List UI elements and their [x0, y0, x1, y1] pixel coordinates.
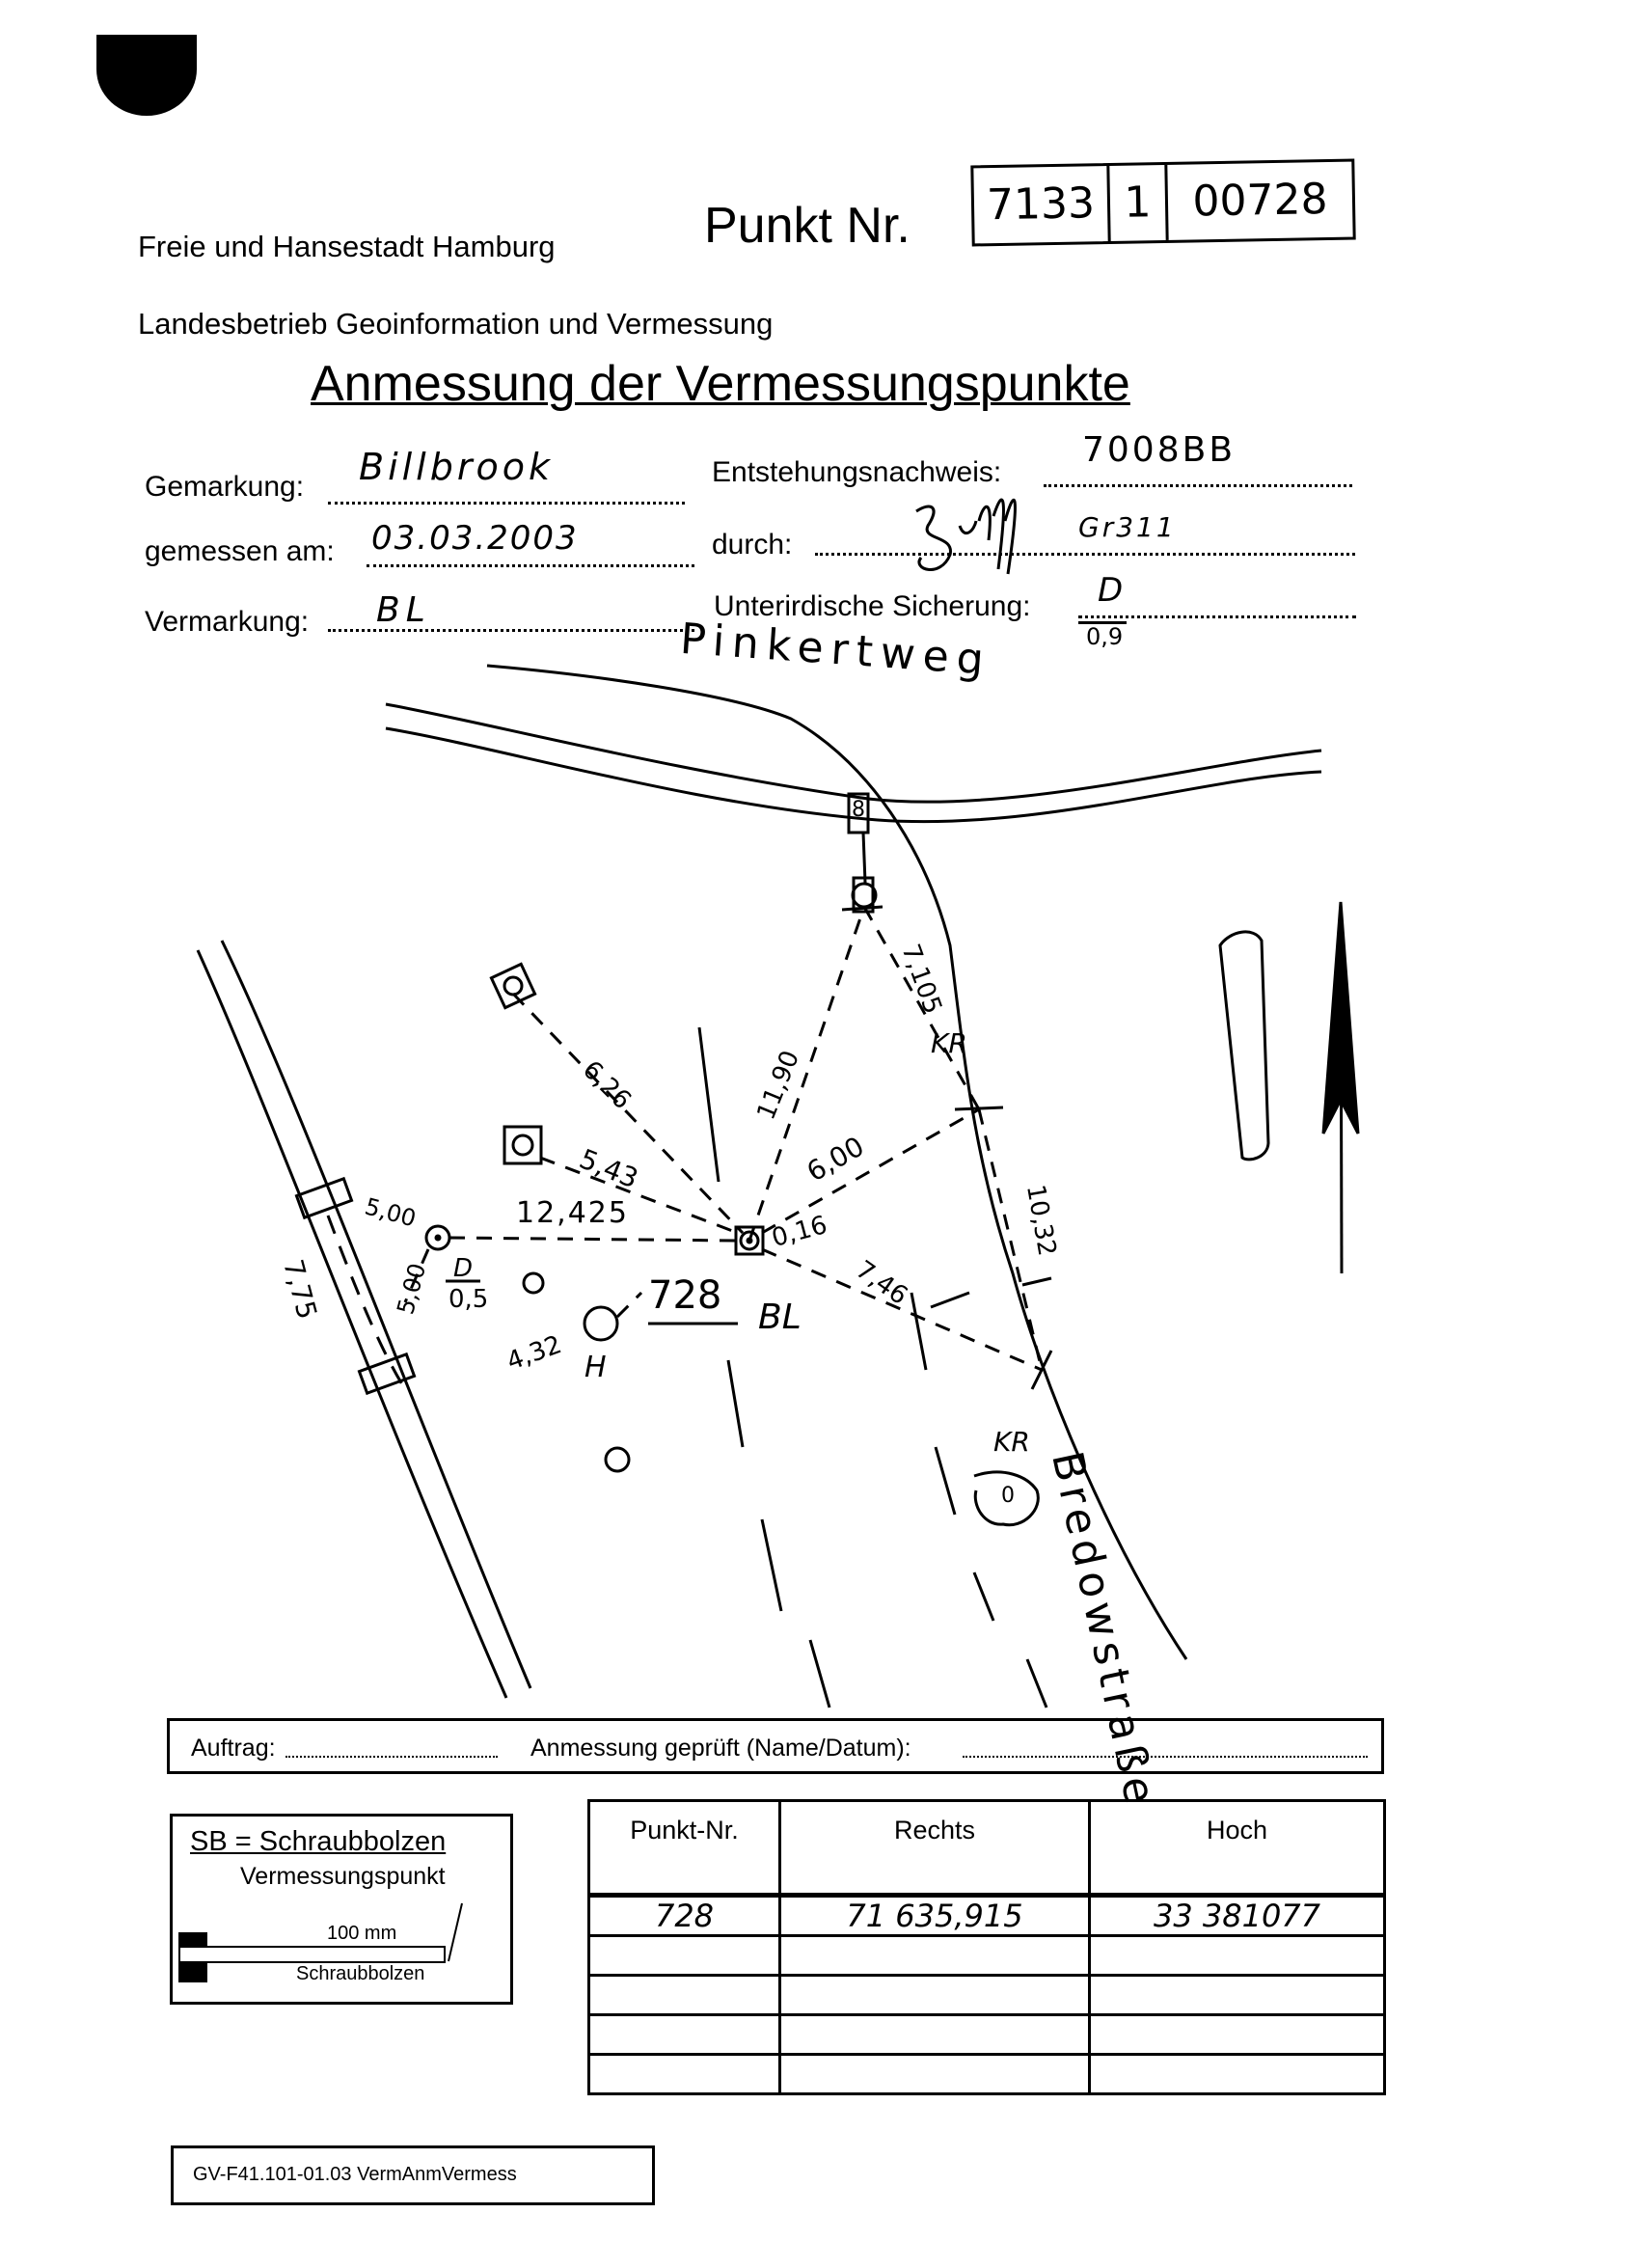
sicherung-label: Unterirdische Sicherung: [714, 590, 1031, 622]
punkt-nr-part-2: 1 [1109, 165, 1168, 241]
header-hoch: Hoch [1090, 1801, 1385, 1896]
cell-rechts [780, 1976, 1090, 2015]
cell-rechts [780, 2015, 1090, 2055]
measure-1032: 10,32 [1019, 1182, 1062, 1259]
kr-value: 0 [1001, 1484, 1015, 1508]
vermarkung-label: Vermarkung: [145, 606, 310, 638]
measure-12425: 12,425 [516, 1196, 629, 1230]
cell-punkt-nr: 728 [589, 1896, 780, 1936]
punch-hole [96, 35, 197, 116]
cell-rechts: 71 635,915 [780, 1896, 1090, 1936]
punkt-nr-box [970, 159, 1355, 247]
punkt-nr-part-3: 00728 [1192, 175, 1328, 227]
measure-746: 7,46 [850, 1255, 913, 1311]
rail-line-2 [222, 941, 530, 1688]
point-number-728: 728 [648, 1273, 722, 1318]
legend-title: SB = Schraubbolzen [190, 1826, 447, 1857]
measure-432: 4,32 [503, 1330, 566, 1377]
measure-626: 6,26 [576, 1054, 638, 1116]
gepruft-label: Anmessung geprüft (Name/Datum): [530, 1735, 911, 1762]
measure-543: 5,43 [575, 1142, 643, 1195]
measure-600: 6,00 [801, 1130, 870, 1189]
cell-hoch [1090, 1936, 1385, 1976]
cell-hoch: 33 381077 [1090, 1896, 1385, 1936]
auftrag-label: Auftrag: [191, 1735, 276, 1762]
durch-label: durch: [712, 529, 793, 560]
header-punkt-nr: Punkt-Nr. [589, 1801, 780, 1896]
gemessen-value: 03.03.2003 [371, 519, 579, 558]
entstehung-label: Entstehungsnachweis: [712, 456, 1002, 488]
auftrag-box [167, 1718, 1384, 1774]
hydrant-symbol [584, 1307, 617, 1340]
gepruft-line [963, 1736, 1368, 1758]
point-mark-bl: BL [758, 1298, 802, 1337]
label-kr-1: KR [931, 1027, 967, 1059]
sign-number: 8 [852, 798, 865, 822]
coordinate-table [587, 1799, 1386, 2095]
org-line-2: Landesbetrieb Geoinformation und Vermessung [138, 307, 774, 341]
table-row [589, 1896, 1385, 1936]
table-row [589, 1976, 1385, 2015]
point-728-marker [736, 1227, 763, 1254]
measure-016: 0,16 [769, 1211, 830, 1253]
pinkertweg-edge-1 [386, 704, 1321, 802]
island-shape [1220, 932, 1268, 1160]
gemessen-label: gemessen am: [145, 535, 335, 567]
cell-rechts [780, 2055, 1090, 2094]
form-title: Anmessung der Vermessungspunkte [311, 356, 1130, 412]
legend-subtitle: Vermessungspunkt [240, 1863, 446, 1890]
label-d-bottom: 0,5 [449, 1285, 489, 1314]
measure-500a: 5,00 [362, 1192, 420, 1233]
cell-rechts [780, 1936, 1090, 1976]
north-arrow-head [1323, 902, 1358, 1134]
cell-punkt-nr [589, 1936, 780, 1976]
cell-punkt-nr [589, 2015, 780, 2055]
punkt-label: Punkt Nr. [704, 198, 911, 254]
legend-size: 100 mm [327, 1923, 397, 1944]
measure-1190: 11,90 [751, 1046, 806, 1125]
cell-punkt-nr [589, 1976, 780, 2015]
legend-arrow [173, 1817, 516, 2008]
entstehung-value: 7008BB [1082, 430, 1237, 470]
header-rechts: Rechts [780, 1801, 1090, 1896]
label-d-top: D [453, 1254, 474, 1283]
measure-7105: 7,105 [895, 940, 948, 1019]
square-marker-2 [504, 1127, 541, 1163]
label-kr-2: KR [993, 1426, 1030, 1458]
table-row [589, 1936, 1385, 1976]
legend-caption: Schraubbolzen [296, 1963, 425, 1984]
cell-hoch [1090, 2015, 1385, 2055]
cell-hoch [1090, 2055, 1385, 2094]
durch-value: Gr311 [1078, 511, 1177, 543]
measure-775: 7,75 [277, 1256, 324, 1323]
vermarkung-value: BL [376, 590, 431, 630]
form-id-box [171, 2145, 655, 2205]
org-line-1: Freie und Hansestadt Hamburg [138, 230, 556, 263]
table-row [589, 2015, 1385, 2055]
cell-hoch [1090, 1976, 1385, 2015]
rail-line-1 [198, 950, 506, 1698]
street-bredowstrasse: Bredowstraße [1042, 1447, 1166, 1814]
table-row [589, 2055, 1385, 2094]
form-id: GV-F41.101-01.03 VermAnmVermess [193, 2164, 517, 2185]
square-marker-1 [491, 964, 534, 1007]
lamp-box [854, 878, 873, 912]
north-arrow-shaft [1341, 902, 1342, 1273]
street-pinkertweg: Pinkertweg [678, 614, 993, 686]
cell-punkt-nr [589, 2055, 780, 2094]
legend-box [170, 1814, 513, 2005]
gemarkung-label: Gemarkung: [145, 471, 305, 503]
measure-500b: 5,00 [392, 1260, 432, 1318]
sicherung-top: D [1098, 571, 1124, 610]
punkt-nr-part-1: 7133 [973, 166, 1110, 243]
sicherung-bottom: 0,9 [1086, 623, 1124, 650]
auftrag-line [285, 1736, 498, 1758]
label-hydrant: H [584, 1351, 607, 1384]
gemarkung-value: Billbrook [359, 446, 554, 488]
